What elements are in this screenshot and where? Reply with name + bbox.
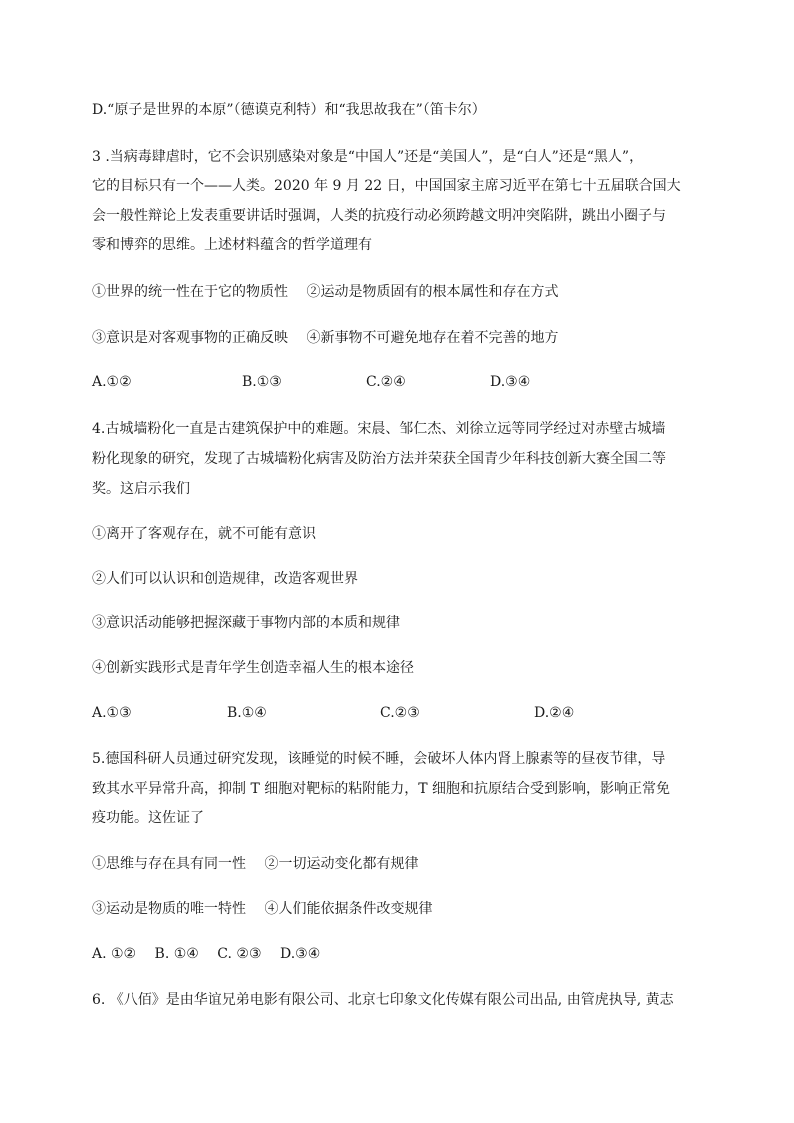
q5-stem-line: 5.德国科研人员通过研究发现，该睡觉的时候不睡，会破坏人体内肾上腺素等的昼夜节律，导 <box>92 751 666 767</box>
q4-option-b: B.①④ <box>227 705 267 721</box>
q3-option-d: D.③④ <box>490 374 531 390</box>
q3-stem-line: 会一般性辩论上发表重要讲话时强调，人类的抗疫行动必须跨越文明冲突陷阱，跳出小圈子与 <box>92 208 666 224</box>
q5-statement: ①思维与存在具有同一性 ②一切运动变化都有规律 <box>92 856 419 872</box>
q3-option-a: A.①② <box>92 374 132 390</box>
q4-statement: ④创新实践形式是青年学生创造幸福人生的根本途径 <box>92 660 414 676</box>
q4-stem-line: 粉化现象的研究，发现了古城墙粉化病害及防治方法并荣获全国青少年科技创新大赛全国二等 <box>92 451 666 467</box>
q3-option-c: C.②④ <box>366 374 406 390</box>
q4-statement: ③意识活动能够把握深藏于事物内部的本质和规律 <box>92 615 400 631</box>
q4-statement: ②人们可以认识和创造规律，改造客观世界 <box>92 571 358 587</box>
q5-options: A. ①② B. ①④ C. ②③ D.③④ <box>92 946 321 962</box>
q6-stem-line: 6. 《八佰》是由华谊兄弟电影有限公司、北京七印象文化传媒有限公司出品, 由管虎执导, 黄志 <box>92 992 674 1008</box>
q5-stem-line: 疫功能。这佐证了 <box>92 810 204 826</box>
q4-stem-line: 奖。这启示我们 <box>92 481 190 497</box>
q3-stem-line: 它的目标只有一个——人类。2020 年 9 月 22 日，中国国家主席习近平在第七十五届联合国大 <box>92 178 681 194</box>
q4-statement: ①离开了客观存在，就不可能有意识 <box>92 526 316 542</box>
q4-option-c: C.②③ <box>380 705 420 721</box>
q4-option-d: D.②④ <box>534 705 575 721</box>
q3-stem-line: 零和博弈的思维。上述材料蕴含的哲学道理有 <box>92 237 372 253</box>
q3-option-b: B.①③ <box>242 374 282 390</box>
q5-statement: ③运动是物质的唯一特性 ④人们能依据条件改变规律 <box>92 901 433 917</box>
q2-option-d: D.“原子是世界的本原”（德谟克利特）和“我思故我在”（笛卡尔） <box>92 102 486 118</box>
q4-stem-line: 4.古城墙粉化一直是古建筑保护中的难题。宋晨、邹仁杰、刘徐立远等同学经过对赤壁古城墙 <box>92 421 666 437</box>
q5-stem-line: 致其水平异常升高，抑制 T 细胞对靶标的粘附能力，T 细胞和抗原结合受到影响，影响正常免 <box>92 781 671 797</box>
q4-option-a: A.①③ <box>92 705 132 721</box>
q3-statement: ③意识是对客观事物的正确反映 ④新事物不可避免地存在着不完善的地方 <box>92 330 559 346</box>
q3-stem-line: 3 .当病毒肆虐时，它不会识别感染对象是“中国人”还是“美国人”，是“白人”还是“黑人”， <box>92 149 644 165</box>
q3-statement: ①世界的统一性在于它的物质性 ②运动是物质固有的根本属性和存在方式 <box>92 284 559 300</box>
